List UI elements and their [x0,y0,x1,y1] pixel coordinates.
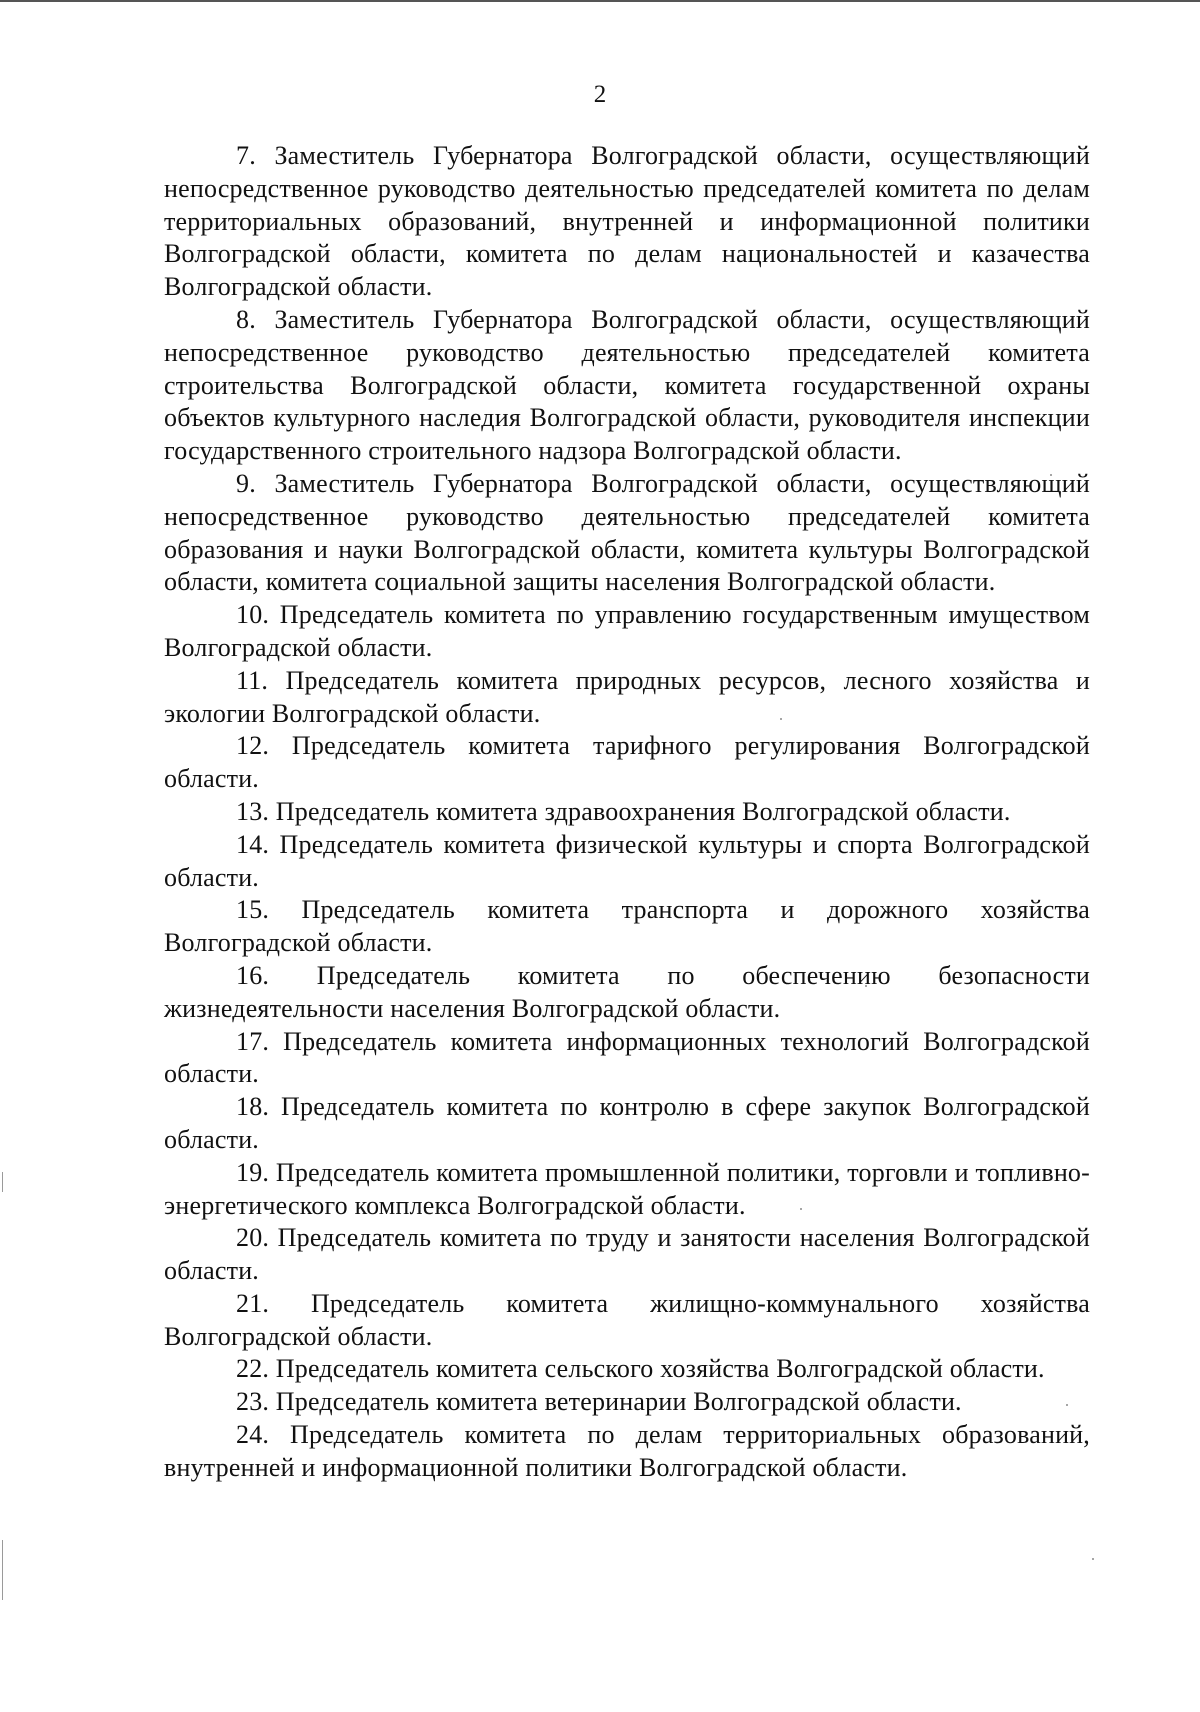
list-item: 15. Председатель комитета транспорта и дорожного хозяйства Волгоградской области. [164,895,1090,958]
scan-left-edge-mark [2,1540,3,1600]
list-item: 18. Председатель комитета по контролю в сфере закупок Волгоградской области. [164,1092,1090,1154]
list-item: 16. Председатель комитета по обеспечению безопасности жизнедеятельности населения Волгоградской области. [164,960,1090,1023]
list-item: 12. Председатель комитета тарифного регулирования Волгоградской области. [164,731,1090,794]
list-item: 11. Председатель комитета природных ресурсов, лесного хозяйства и экологии Волгоградской области. [164,665,1090,728]
list-item: 8. Заместитель Губернатора Волгоградской области, осуществляющий непосредственное руководство деятельностью председателей комитета строительства Волгоградской области, комитета государственной охраны объектов культурного наследия Волгоградской области, руководителя инспекции государственного строительного надзора Волгоградской области. [164,304,1090,466]
list-item: 7. Заместитель Губернатора Волгоградской области, осуществляющий непосредственное руководство деятельностью председателей комитета по делам территориальных образований, внутренней и информационной политики Волгоградской области, комитета по делам национальностей и казачества Волгоградской области. [164,141,1090,302]
list-item: 17. Председатель комитета информационных технологий Волгоградской области. [164,1026,1090,1089]
document-body [164,140,1090,1485]
list-item: 22. Председатель комитета сельского хозяйства Волгоградской области. [236,1354,1045,1384]
list-item: 20. Председатель комитета по труду и занятости населения Волгоградской области. [164,1223,1090,1286]
scan-top-border [0,0,1200,2]
list-item: 9. Заместитель Губернатора Волгоградской области, осуществляющий непосредственное руководство деятельностью председателей комитета образования и науки Волгоградской области, комитета культуры Волгоградской области, комитета социальной защиты населения Волгоградской области. [164,468,1090,597]
list-item: 23. Председатель комитета ветеринарии Волгоградской области. [236,1387,962,1417]
list-item: 10. Председатель комитета по управлению государственным имуществом Волгоградской области. [164,600,1090,662]
scan-left-edge-mark [2,1172,3,1192]
list-item: 19. Председатель комитета промышленной политики, торговли и топливно-энергетического комплекса Волгоградской области. [164,1157,1090,1220]
list-item: 24. Председатель комитета по делам территориальных образований, внутренней и информационной политики Волгоградской области. [164,1420,1090,1482]
page-number: 2 [593,81,607,108]
scan-speck [1092,1558,1094,1560]
list-item: 13. Председатель комитета здравоохранения Волгоградской области. [236,796,1011,826]
list-item: 14. Председатель комитета физической культуры и спорта Волгоградской области. [164,829,1090,892]
list-item: 21. Председатель комитета жилищно-коммунального хозяйства Волгоградской области. [164,1288,1090,1351]
